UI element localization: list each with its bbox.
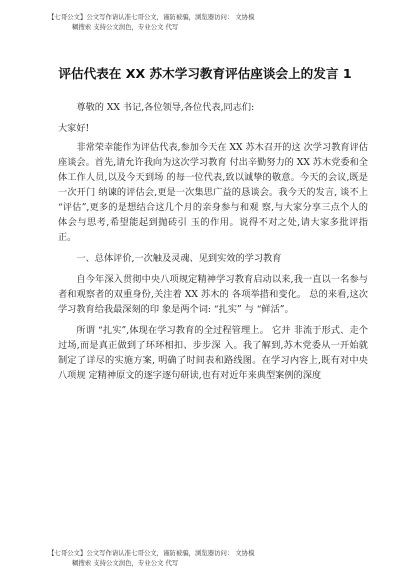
greeting: 大家好! bbox=[58, 123, 90, 134]
document-title: 评估代表在 XX 苏木学习教育评估座谈会上的发言 1 bbox=[58, 66, 352, 81]
section-heading: 一、总体评价,一次触及灵魂、见到实效的学习教育 bbox=[76, 253, 282, 264]
footer-banner-line-2: 糊搜索 支持公文润色，专业公文 代写 bbox=[72, 559, 179, 567]
header-banner-line-2: 糊搜索 支持公文润色，专业公文 代写 bbox=[72, 23, 179, 31]
header-banner-line-1: 【七哥公文】公文写作请认准七哥公文，谨防被骗，浏览器访问： 文协模 bbox=[48, 13, 255, 21]
header-watermark-banner bbox=[48, 12, 378, 32]
salutation: 尊敬的 XX 书记,各位领导,各位代表,同志们: bbox=[76, 102, 255, 113]
body-paragraph: 自今年深入贯彻中央八项规定精神学习教育启动以来,我一直以一名参与者和观察者的双重身份,关注着 XX 苏木的 各项举措和变化。 总的来看,这次学习教育给我最深刻的印 象是两个词: “扎实” 与 “鲜活”。 bbox=[58, 274, 368, 315]
footer-banner-line-1: 【七哥公文】公文写作请认准七哥公文，谨防被骗，浏览器访问： 文协模 bbox=[48, 549, 255, 557]
body-paragraph: 非常荣幸能作为评估代表,参加今天在 XX 苏木召开的这 次学习教育评估座谈会。首先,请允许我向为这次学习教育 付出辛勤努力的 XX 苏木党委和全体工作人员,以及今天到场 的每一位代表,致以诚挚的敬意。今天的会议,既是一次开门 纳谏的评估会,更是一次集思广益的恳谈会。我今天的发言, 谈不上 “评估”,更多的是想结合这几个月的亲身参与和观 察,与大家分享三点个人的体会与思考,希望能起到抛砖引 玉的作用。说得不对之处,请大家多批评指正。 bbox=[58, 142, 368, 243]
body-paragraph: 所谓 “扎实”,体现在学习教育的全过程管理上。 它并 非流于形式、走个过场,而是真正做到了环环相扣、步步深 入。我了解到,苏木党委从一开始就制定了详尽的实施方案, 明确了时间表和路线图。在学习内容上,既有对中央八项规 定精神原文的逐字逐句研读,也有对近年来典型案例的深度 bbox=[58, 325, 368, 381]
document-body bbox=[58, 100, 368, 389]
footer-watermark-banner bbox=[48, 548, 378, 568]
